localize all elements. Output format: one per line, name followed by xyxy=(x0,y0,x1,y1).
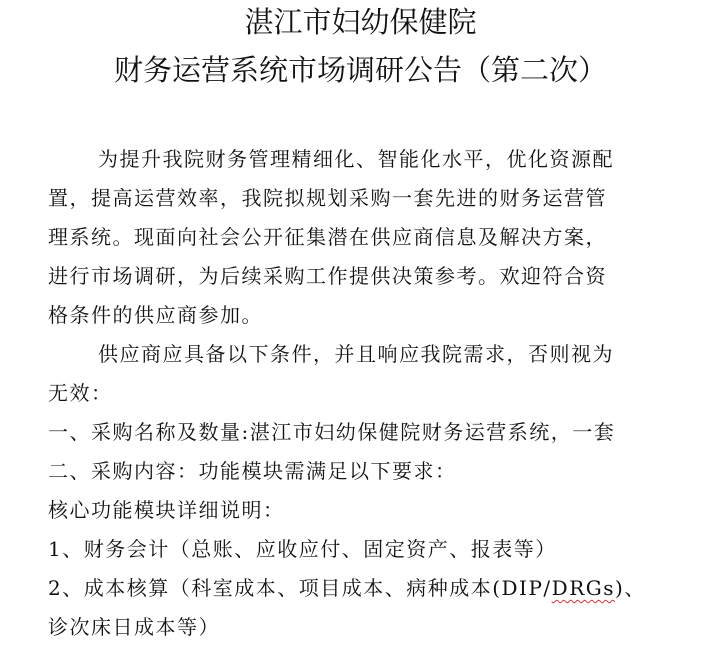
spellcheck-flagged-word: DRGs xyxy=(551,576,616,600)
intro-line-4: 进行市场调研，为后续采购工作提供决策参考。欢迎符合资 xyxy=(48,264,607,288)
module-cost-accounting-end: )、 xyxy=(615,576,646,600)
requirements-line-2: 无效： xyxy=(48,381,113,405)
item-one-procurement-name: 一、采购名称及数量:湛江市妇幼保健院财务运营系统，一套 xyxy=(48,420,616,444)
document-body xyxy=(48,140,678,647)
document-title-organization: 湛江市妇幼保健院 xyxy=(244,5,477,39)
module-cost-accounting-continued: 诊次床日成本等） xyxy=(48,615,220,639)
module-cost-accounting xyxy=(48,569,678,608)
intro-line-3: 理系统。现面向社会公开征集潜在供应商信息及解决方案， xyxy=(48,225,607,249)
module-cost-accounting-start: 2、成本核算（科室成本、项目成本、病种成本(DIP/ xyxy=(48,576,552,600)
core-modules-heading: 核心功能模块详细说明： xyxy=(48,498,285,522)
module-financial-accounting: 1、财务会计（总账、应收应付、固定资产、报表等） xyxy=(48,537,557,561)
document-title-subject: 财务运营系统市场调研公告（第二次） xyxy=(113,53,607,87)
item-two-procurement-content: 二、采购内容：功能模块需满足以下要求： xyxy=(48,459,457,483)
intro-line-5: 格条件的供应商参加。 xyxy=(48,303,263,327)
intro-line-1: 为提升我院财务管理精细化、智能化水平，优化资源配 xyxy=(98,147,614,171)
intro-line-2: 置，提高运营效率，我院拟规划采购一套先进的财务运营管 xyxy=(48,186,607,210)
requirements-line-1: 供应商应具备以下条件，并且响应我院需求，否则视为 xyxy=(98,342,614,366)
